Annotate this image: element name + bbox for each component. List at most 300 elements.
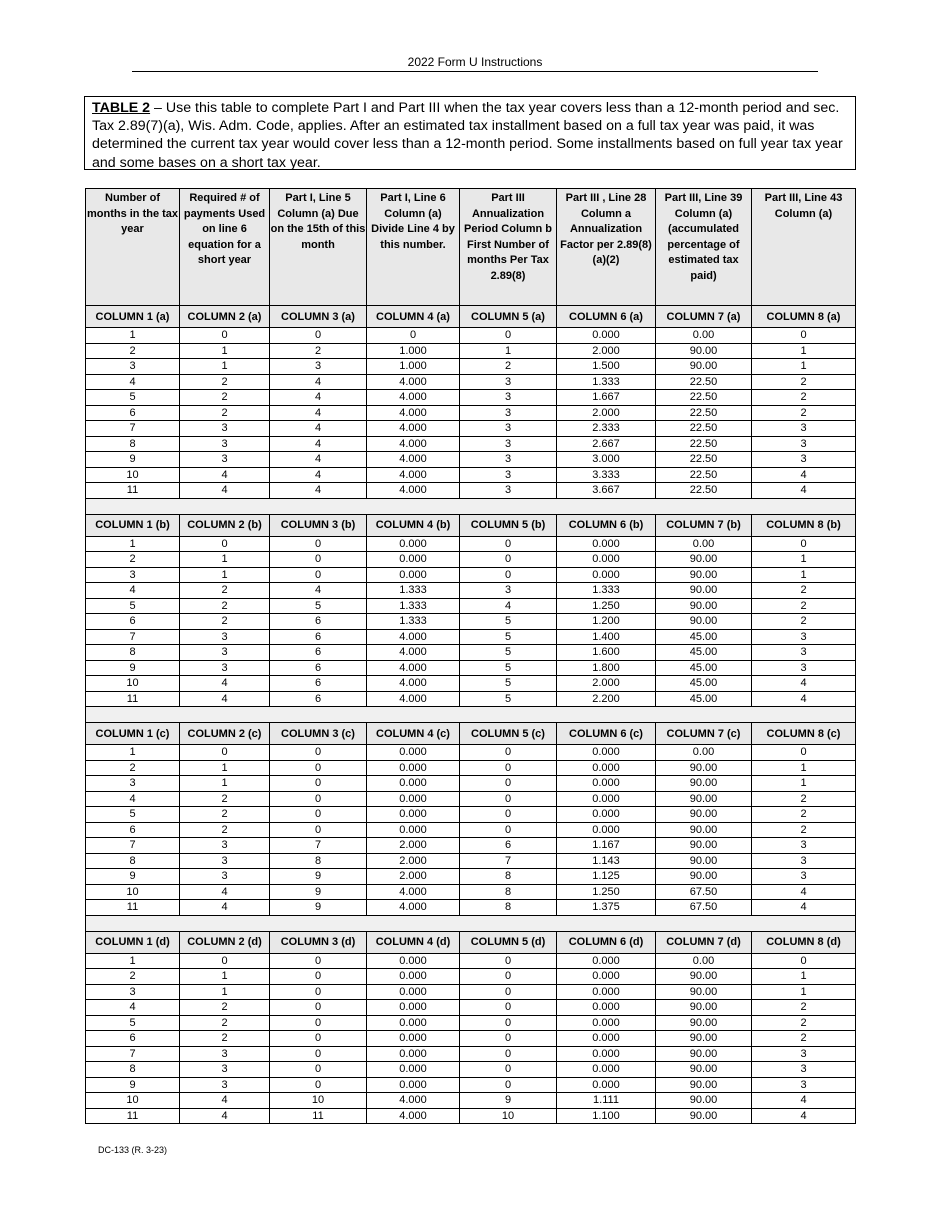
- table-cell: 3: [180, 421, 270, 437]
- table-cell: 1: [752, 969, 856, 985]
- table-cell: 1.167: [557, 838, 656, 854]
- table-cell: 4.000: [367, 645, 460, 661]
- table-cell: 0: [270, 1000, 367, 1016]
- table-cell: 0.000: [557, 969, 656, 985]
- table-cell: 0.000: [557, 1046, 656, 1062]
- table-cell: 0.00: [656, 745, 752, 761]
- table-cell: 0.000: [557, 760, 656, 776]
- table-cell: 11: [86, 483, 180, 499]
- table-cell: 1.111: [557, 1093, 656, 1109]
- table-cell: 1.800: [557, 660, 656, 676]
- column-label-cell: COLUMN 2 (c): [180, 723, 270, 745]
- table-row: [86, 776, 856, 792]
- table-cell: 0: [270, 822, 367, 838]
- table-cell: 0: [460, 536, 557, 552]
- table-cell: 1.250: [557, 598, 656, 614]
- table-cell: 0.000: [557, 328, 656, 344]
- table-cell: 8: [460, 900, 557, 916]
- table-cell: 0: [460, 1062, 557, 1078]
- table-cell: 0: [270, 760, 367, 776]
- table-cell: 2: [86, 969, 180, 985]
- table-row: [86, 583, 856, 599]
- table-header-row: [86, 189, 856, 306]
- table-cell: 1: [180, 776, 270, 792]
- table-cell: 4: [270, 436, 367, 452]
- table-cell: 90.00: [656, 760, 752, 776]
- table-cell: 4: [270, 374, 367, 390]
- table-cell: 1: [180, 552, 270, 568]
- table-cell: 7: [86, 838, 180, 854]
- table-cell: 4: [752, 1093, 856, 1109]
- table-row: [86, 452, 856, 468]
- table-cell: 0: [752, 745, 856, 761]
- table-cell: 10: [460, 1108, 557, 1124]
- table-cell: 0: [460, 822, 557, 838]
- table-cell: 2.200: [557, 691, 656, 707]
- table-cell: 0: [752, 953, 856, 969]
- table-cell: 3: [180, 436, 270, 452]
- table-cell: 0: [270, 536, 367, 552]
- table-cell: 0.000: [367, 1031, 460, 1047]
- table-cell: 3: [752, 421, 856, 437]
- table-cell: 4: [270, 452, 367, 468]
- table-cell: 4: [180, 884, 270, 900]
- table-cell: 2.000: [557, 676, 656, 692]
- table-cell: 1.250: [557, 884, 656, 900]
- table-cell: 2: [86, 552, 180, 568]
- table-row: [86, 660, 856, 676]
- table-cell: 10: [86, 1093, 180, 1109]
- table-cell: 45.00: [656, 691, 752, 707]
- table-cell: 1.333: [367, 583, 460, 599]
- table-cell: 4: [86, 374, 180, 390]
- table-cell: 5: [270, 598, 367, 614]
- column-label-cell: COLUMN 1 (c): [86, 723, 180, 745]
- table-row: [86, 1000, 856, 1016]
- table-cell: 90.00: [656, 969, 752, 985]
- column-label-cell: COLUMN 6 (a): [557, 306, 656, 328]
- table-row: [86, 791, 856, 807]
- table-cell: 1.100: [557, 1108, 656, 1124]
- table-cell: 4.000: [367, 884, 460, 900]
- header-divider: [132, 71, 818, 72]
- table-cell: 7: [86, 629, 180, 645]
- table-cell: 1.000: [367, 343, 460, 359]
- table-cell: 1.143: [557, 853, 656, 869]
- table-row: [86, 853, 856, 869]
- table-cell: 4: [86, 1000, 180, 1016]
- table-cell: 5: [460, 691, 557, 707]
- table-cell: 6: [270, 691, 367, 707]
- column-label-cell: COLUMN 8 (d): [752, 931, 856, 953]
- column-label-cell: COLUMN 5 (b): [460, 514, 557, 536]
- table-cell: 8: [86, 1062, 180, 1078]
- table-cell: 3: [752, 1062, 856, 1078]
- table-cell: 0.000: [367, 536, 460, 552]
- table-row: [86, 536, 856, 552]
- table-cell: 2: [752, 583, 856, 599]
- table-row: [86, 421, 856, 437]
- table-cell: 2: [752, 1015, 856, 1031]
- table-cell: 1.333: [557, 583, 656, 599]
- table-cell: 3: [752, 660, 856, 676]
- table-cell: 0: [180, 745, 270, 761]
- table-cell: 4: [752, 884, 856, 900]
- table-cell: 2: [752, 1000, 856, 1016]
- table-row: [86, 629, 856, 645]
- table-cell: 90.00: [656, 1108, 752, 1124]
- table-cell: 90.00: [656, 1000, 752, 1016]
- table-row: [86, 436, 856, 452]
- table-cell: 0.000: [557, 1015, 656, 1031]
- table-cell: 90.00: [656, 1031, 752, 1047]
- table-cell: 4: [270, 583, 367, 599]
- table-cell: 45.00: [656, 676, 752, 692]
- table-cell: 4: [180, 691, 270, 707]
- table-cell: 6: [270, 660, 367, 676]
- table-cell: 0.000: [367, 1000, 460, 1016]
- table-cell: 1: [86, 536, 180, 552]
- table-cell: 90.00: [656, 359, 752, 375]
- table-cell: 0: [460, 1000, 557, 1016]
- table-cell: 3: [752, 853, 856, 869]
- table-row: [86, 552, 856, 568]
- table-cell: 0: [460, 1046, 557, 1062]
- column-label-cell: COLUMN 8 (a): [752, 306, 856, 328]
- table-row: [86, 745, 856, 761]
- table-cell: 2.000: [367, 838, 460, 854]
- table-cell: 9: [86, 1077, 180, 1093]
- table-cell: 0.000: [367, 1077, 460, 1093]
- table-cell: 2.000: [367, 853, 460, 869]
- table-cell: 5: [460, 614, 557, 630]
- table-cell: 6: [86, 405, 180, 421]
- table-cell: 0: [180, 953, 270, 969]
- table-cell: 90.00: [656, 838, 752, 854]
- table-cell: 10: [86, 467, 180, 483]
- table-cell: 0.000: [367, 1046, 460, 1062]
- table-cell: 0: [270, 953, 367, 969]
- table-row: [86, 953, 856, 969]
- column-label-cell: COLUMN 3 (a): [270, 306, 367, 328]
- table-cell: 2: [752, 614, 856, 630]
- table-row: [86, 390, 856, 406]
- table-cell: 90.00: [656, 853, 752, 869]
- table-cell: 0: [270, 807, 367, 823]
- table-cell: 4.000: [367, 1108, 460, 1124]
- column-label-cell: COLUMN 6 (d): [557, 931, 656, 953]
- table-row: [86, 984, 856, 1000]
- table-cell: 4: [752, 467, 856, 483]
- table-cell: 3.000: [557, 452, 656, 468]
- table-cell: 8: [270, 853, 367, 869]
- column-label-cell: COLUMN 6 (c): [557, 723, 656, 745]
- table-cell: 45.00: [656, 629, 752, 645]
- table-cell: 22.50: [656, 436, 752, 452]
- table-cell: 9: [270, 869, 367, 885]
- table-cell: 0: [752, 328, 856, 344]
- table-cell: 0.000: [367, 953, 460, 969]
- table-cell: 0.000: [557, 822, 656, 838]
- table-cell: 22.50: [656, 405, 752, 421]
- table-cell: 3: [180, 1062, 270, 1078]
- table-cell: 6: [270, 645, 367, 661]
- table-cell: 0: [270, 567, 367, 583]
- table-row: [86, 1093, 856, 1109]
- table-cell: 4: [180, 1108, 270, 1124]
- table-cell: 0: [460, 1077, 557, 1093]
- table-cell: 0: [270, 1015, 367, 1031]
- table-cell: 4.000: [367, 676, 460, 692]
- table-cell: 1.500: [557, 359, 656, 375]
- column-label-cell: COLUMN 3 (c): [270, 723, 367, 745]
- header-cell: Part III Annualization Period Column b First Number of months Per Tax 2.89(8): [460, 189, 557, 306]
- table-row: [86, 1046, 856, 1062]
- table-cell: 4: [180, 467, 270, 483]
- table-cell: 0.000: [557, 552, 656, 568]
- table-cell: 1.000: [367, 359, 460, 375]
- table-cell: 4.000: [367, 452, 460, 468]
- table-cell: 0.000: [557, 791, 656, 807]
- table-cell: 45.00: [656, 645, 752, 661]
- table-cell: 1: [752, 776, 856, 792]
- table-cell: 4: [270, 421, 367, 437]
- table-cell: 22.50: [656, 452, 752, 468]
- table-cell: 3: [752, 452, 856, 468]
- table-intro-text: – Use this table to complete Part I and Part III when the tax year covers less than a 12-month period and sec. Tax 2.89(7)(a), Wis. Adm. Code, applies. After an estimated tax installment based on a full tax year was paid, it was determined the current tax year would cover less than a 12-month period. Some installments based on full year tax year and some bases on a short tax year.: [92, 100, 843, 171]
- table-cell: 3: [752, 629, 856, 645]
- table-row: [86, 1015, 856, 1031]
- table-cell: 0: [270, 791, 367, 807]
- table-cell: 10: [270, 1093, 367, 1109]
- table-cell: 2: [180, 1031, 270, 1047]
- table-cell: 0.00: [656, 953, 752, 969]
- table-cell: 2: [460, 359, 557, 375]
- header-cell: Part I, Line 6 Column (a) Divide Line 4 by this number.: [367, 189, 460, 306]
- table-cell: 9: [86, 660, 180, 676]
- table-cell: 0: [460, 953, 557, 969]
- table-cell: 0: [460, 807, 557, 823]
- column-label-cell: COLUMN 8 (b): [752, 514, 856, 536]
- table-cell: 2: [180, 1015, 270, 1031]
- table-cell: 6: [460, 838, 557, 854]
- table-cell: 3: [460, 421, 557, 437]
- table-cell: 2: [752, 807, 856, 823]
- column-label-row: [86, 723, 856, 745]
- table-cell: 1.400: [557, 629, 656, 645]
- table-cell: 90.00: [656, 343, 752, 359]
- table-cell: 8: [86, 853, 180, 869]
- table-cell: 3: [460, 467, 557, 483]
- table-cell: 1: [86, 745, 180, 761]
- table-cell: 0.000: [367, 1015, 460, 1031]
- table-cell: 3: [460, 436, 557, 452]
- table-cell: 2: [180, 374, 270, 390]
- header-cell: Part III, Line 43 Column (a): [752, 189, 856, 306]
- table-cell: 1: [180, 760, 270, 776]
- table-cell: 2.000: [557, 343, 656, 359]
- table-cell: 4: [86, 791, 180, 807]
- table-cell: 0.000: [367, 1062, 460, 1078]
- table-cell: 0: [270, 1062, 367, 1078]
- column-label-cell: COLUMN 4 (b): [367, 514, 460, 536]
- table-cell: 1: [180, 359, 270, 375]
- column-label-cell: COLUMN 1 (b): [86, 514, 180, 536]
- table-cell: 7: [460, 853, 557, 869]
- table-cell: 2: [180, 390, 270, 406]
- table-cell: 0: [460, 984, 557, 1000]
- table-row: [86, 467, 856, 483]
- table-row: [86, 691, 856, 707]
- table-cell: 2.667: [557, 436, 656, 452]
- table-cell: 22.50: [656, 467, 752, 483]
- section-spacer: [86, 498, 856, 514]
- column-label-cell: COLUMN 4 (a): [367, 306, 460, 328]
- table-cell: 8: [86, 645, 180, 661]
- column-label-cell: COLUMN 3 (d): [270, 931, 367, 953]
- table-cell: 90.00: [656, 1062, 752, 1078]
- table-cell: 2: [180, 405, 270, 421]
- table-cell: 0: [270, 984, 367, 1000]
- table-cell: 1: [752, 343, 856, 359]
- column-label-row: [86, 514, 856, 536]
- table-cell: 2: [86, 760, 180, 776]
- table-cell: 4: [752, 691, 856, 707]
- column-label-cell: COLUMN 7 (a): [656, 306, 752, 328]
- table-cell: 2.333: [557, 421, 656, 437]
- table-cell: 4: [752, 676, 856, 692]
- table-cell: 3: [180, 1046, 270, 1062]
- table-cell: 4.000: [367, 483, 460, 499]
- table-cell: 0.000: [367, 745, 460, 761]
- table-cell: 2: [180, 583, 270, 599]
- table-cell: 90.00: [656, 567, 752, 583]
- table-row: [86, 1062, 856, 1078]
- table-cell: 1.333: [367, 598, 460, 614]
- table-cell: 6: [86, 614, 180, 630]
- column-label-row: [86, 931, 856, 953]
- table-cell: 2: [180, 598, 270, 614]
- column-label-cell: COLUMN 5 (c): [460, 723, 557, 745]
- table-cell: 3: [460, 452, 557, 468]
- table-cell: 4.000: [367, 421, 460, 437]
- column-label-cell: COLUMN 4 (d): [367, 931, 460, 953]
- table-row: [86, 405, 856, 421]
- table-cell: 3: [460, 483, 557, 499]
- table-cell: 4: [752, 900, 856, 916]
- table-cell: 5: [86, 807, 180, 823]
- table-cell: 0: [270, 328, 367, 344]
- table-cell: 3: [180, 869, 270, 885]
- column-label-cell: COLUMN 2 (a): [180, 306, 270, 328]
- table-cell: 4: [752, 1108, 856, 1124]
- table-cell: 3: [460, 390, 557, 406]
- table-cell: 3: [752, 1077, 856, 1093]
- table-cell: 4: [752, 483, 856, 499]
- table-cell: 4: [180, 900, 270, 916]
- table-cell: 3: [270, 359, 367, 375]
- column-label-cell: COLUMN 1 (d): [86, 931, 180, 953]
- table-cell: 2: [752, 1031, 856, 1047]
- table-cell: 90.00: [656, 583, 752, 599]
- table-cell: 0: [367, 328, 460, 344]
- table-cell: 90.00: [656, 984, 752, 1000]
- table-cell: 2: [180, 614, 270, 630]
- table-cell: 0: [270, 1077, 367, 1093]
- table-cell: 1: [752, 552, 856, 568]
- table-cell: 8: [460, 884, 557, 900]
- table-row: [86, 614, 856, 630]
- table-cell: 1: [752, 359, 856, 375]
- table-cell: 90.00: [656, 776, 752, 792]
- table-cell: 3: [180, 853, 270, 869]
- table-cell: 6: [270, 629, 367, 645]
- section-spacer: [86, 915, 856, 931]
- table-cell: 4: [180, 676, 270, 692]
- table-cell: 1: [86, 328, 180, 344]
- table-cell: 2: [752, 374, 856, 390]
- column-label-cell: COLUMN 5 (a): [460, 306, 557, 328]
- table-cell: 1.200: [557, 614, 656, 630]
- table-cell: 3: [752, 436, 856, 452]
- table-cell: 90.00: [656, 822, 752, 838]
- table-cell: 3: [460, 583, 557, 599]
- table-cell: 0.000: [557, 1062, 656, 1078]
- header-cell: Part I, Line 5 Column (a) Due on the 15th of this month: [270, 189, 367, 306]
- table-cell: 10: [86, 884, 180, 900]
- table-cell: 22.50: [656, 390, 752, 406]
- installment-table: [85, 188, 856, 1124]
- table-cell: 0: [460, 969, 557, 985]
- table-cell: 0.000: [367, 552, 460, 568]
- table-cell: 6: [270, 614, 367, 630]
- table-cell: 0: [752, 536, 856, 552]
- table-cell: 4.000: [367, 660, 460, 676]
- table-cell: 1: [180, 984, 270, 1000]
- table-cell: 2: [752, 822, 856, 838]
- column-label-cell: COLUMN 5 (d): [460, 931, 557, 953]
- table-cell: 5: [86, 390, 180, 406]
- table-cell: 0.00: [656, 536, 752, 552]
- table-cell: 8: [86, 436, 180, 452]
- table-cell: 67.50: [656, 884, 752, 900]
- table-cell: 0.000: [557, 776, 656, 792]
- table-row: [86, 676, 856, 692]
- table-cell: 90.00: [656, 807, 752, 823]
- table-cell: 3: [86, 984, 180, 1000]
- table-cell: 90.00: [656, 614, 752, 630]
- table-cell: 9: [270, 884, 367, 900]
- table-cell: 3.667: [557, 483, 656, 499]
- table-cell: 2: [752, 791, 856, 807]
- column-label-cell: COLUMN 4 (c): [367, 723, 460, 745]
- table-cell: 4.000: [367, 436, 460, 452]
- table-cell: 0: [270, 1046, 367, 1062]
- table-cell: 90.00: [656, 1046, 752, 1062]
- column-label-cell: COLUMN 3 (b): [270, 514, 367, 536]
- table-cell: 0.000: [557, 745, 656, 761]
- table-cell: 2: [752, 390, 856, 406]
- table-row: [86, 645, 856, 661]
- table-cell: 0: [270, 776, 367, 792]
- table-cell: 1.125: [557, 869, 656, 885]
- table-cell: 2: [270, 343, 367, 359]
- table-cell: 3: [86, 567, 180, 583]
- table-cell: 7: [86, 421, 180, 437]
- table-cell: 0: [460, 776, 557, 792]
- table-cell: 6: [86, 1031, 180, 1047]
- table-cell: 3: [86, 776, 180, 792]
